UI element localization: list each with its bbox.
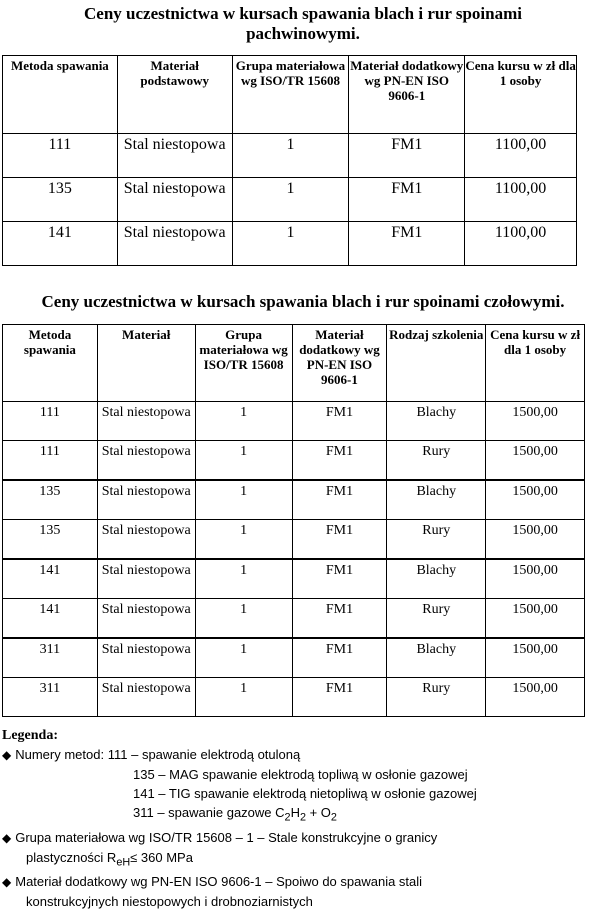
material-cell: Stal niestopowa	[97, 559, 195, 599]
table-header-row	[3, 56, 577, 134]
column-header: Materiał podstawowy	[117, 56, 232, 134]
price-cell: 1500,00	[486, 441, 585, 481]
training-type-cell: Blachy	[387, 638, 486, 678]
filler-cell: FM1	[292, 520, 387, 560]
fillet-title-line2: pachwinowymi.	[246, 24, 360, 43]
method-cell: 135	[3, 480, 98, 520]
material-cell: Stal niestopowa	[97, 402, 195, 441]
material-cell: Stal niestopowa	[97, 678, 195, 717]
legend-group-line1: Grupa materiałowa wg ISO/TR 15608 – 1 – Stale konstrukcyjne o granicy	[15, 829, 438, 845]
group-cell: 1	[195, 638, 292, 678]
column-header: Rodzaj szkolenia	[387, 325, 486, 402]
group-cell: 1	[195, 678, 292, 717]
diamond-bullet-icon: ◆	[2, 748, 12, 762]
subscript: 2	[284, 811, 291, 824]
legend-method-311-text: 311 – spawanie gazowe C	[133, 805, 285, 820]
training-type-cell: Rury	[387, 678, 486, 717]
legend-filler	[2, 872, 477, 892]
subscript: eH	[116, 856, 131, 869]
table-row	[3, 178, 577, 222]
legend-group	[2, 828, 477, 848]
price-cell: 1500,00	[486, 480, 585, 520]
fillet-price-table	[2, 55, 577, 266]
table-row	[3, 441, 585, 481]
column-header: Metoda spawania	[3, 56, 118, 134]
column-header: Cena kursu w zł dla 1 osoby	[465, 56, 577, 134]
filler-cell: FM1	[349, 178, 465, 222]
filler-cell: FM1	[349, 222, 465, 266]
material-cell: Stal niestopowa	[97, 520, 195, 560]
method-cell: 311	[3, 678, 98, 717]
column-header: Metoda spawania	[3, 325, 98, 402]
legend-methods-label: Numery metod:	[15, 747, 105, 762]
price-cell: 1100,00	[465, 178, 577, 222]
legend-group-line2	[2, 848, 477, 873]
less-equal-symbol: ≤	[130, 849, 138, 865]
legend-method-311-text: H	[290, 805, 300, 820]
filler-cell: FM1	[292, 599, 387, 639]
material-cell: Stal niestopowa	[97, 599, 195, 639]
column-header: Materiał dodatkowy wg PN-EN ISO 9606-1	[349, 56, 465, 134]
legend-filler-line1: Materiał dodatkowy wg PN-EN ISO 9606-1 – Spoiwo do spawania stali	[15, 874, 423, 890]
group-cell: 1	[195, 402, 292, 441]
legend-method-311	[2, 803, 477, 828]
column-header: Materiał	[97, 325, 195, 402]
table-row	[3, 402, 585, 441]
fillet-title-line1: Ceny uczestnictwa w kursach spawania blach i rur spoinami	[84, 4, 522, 23]
training-type-cell: Blachy	[387, 559, 486, 599]
table-header-row	[3, 325, 585, 402]
butt-title: Ceny uczestnictwa w kursach spawania blach i rur spoinami czołowymi.	[41, 292, 565, 311]
price-cell: 1500,00	[486, 559, 585, 599]
price-cell: 1100,00	[465, 134, 577, 178]
legend-method-311-text: + O	[305, 805, 331, 820]
legend-group-text: plastyczności R	[26, 849, 117, 865]
subscript: 2	[330, 811, 337, 824]
method-cell: 311	[3, 638, 98, 678]
group-cell: 1	[195, 559, 292, 599]
legend-filler-line2: konstrukcyjnych niestopowych i drobnoziarnistych	[26, 894, 313, 910]
method-cell: 135	[3, 520, 98, 560]
legend-method-135: 135 – MAG spawanie elektrodą topliwą w osłonie gazowej	[133, 767, 468, 782]
method-cell: 135	[3, 178, 118, 222]
filler-cell: FM1	[292, 638, 387, 678]
column-header: Materiał dodatkowy wg PN-EN ISO 9606-1	[292, 325, 387, 402]
legend-methods	[2, 745, 477, 765]
legend-method-111: 111 – spawanie elektrodą otuloną	[107, 747, 301, 762]
filler-cell: FM1	[292, 559, 387, 599]
training-type-cell: Blachy	[387, 402, 486, 441]
price-cell: 1500,00	[486, 638, 585, 678]
price-cell: 1500,00	[486, 678, 585, 717]
group-cell: 1	[195, 480, 292, 520]
table-row	[3, 599, 585, 639]
training-type-cell: Rury	[387, 441, 486, 481]
method-cell: 141	[3, 222, 118, 266]
price-cell: 1500,00	[486, 520, 585, 560]
column-header: Grupa materiałowa wg ISO/TR 15608	[195, 325, 292, 402]
group-cell: 1	[195, 441, 292, 481]
legend-group-text: 360 MPa	[137, 849, 193, 865]
table-row	[3, 638, 585, 678]
table-row	[3, 222, 577, 266]
subscript: 2	[299, 811, 306, 824]
table-row	[3, 678, 585, 717]
diamond-bullet-icon: ◆	[2, 875, 12, 890]
price-cell: 1100,00	[465, 222, 577, 266]
group-cell: 1	[232, 134, 349, 178]
fillet-title	[0, 4, 606, 44]
method-cell: 141	[3, 559, 98, 599]
column-header: Cena kursu w zł dla 1 osoby	[486, 325, 585, 402]
group-cell: 1	[232, 178, 349, 222]
group-cell: 1	[232, 222, 349, 266]
filler-cell: FM1	[349, 134, 465, 178]
method-cell: 111	[3, 134, 118, 178]
filler-cell: FM1	[292, 441, 387, 481]
legend	[2, 726, 477, 911]
legend-heading: Legenda:	[2, 728, 58, 743]
group-cell: 1	[195, 520, 292, 560]
method-cell: 111	[3, 402, 98, 441]
material-cell: Stal niestopowa	[117, 222, 232, 266]
filler-cell: FM1	[292, 480, 387, 520]
material-cell: Stal niestopowa	[117, 178, 232, 222]
group-cell: 1	[195, 599, 292, 639]
price-cell: 1500,00	[486, 402, 585, 441]
method-cell: 141	[3, 599, 98, 639]
material-cell: Stal niestopowa	[97, 480, 195, 520]
filler-cell: FM1	[292, 402, 387, 441]
material-cell: Stal niestopowa	[117, 134, 232, 178]
method-cell: 111	[3, 441, 98, 481]
butt-price-table	[2, 324, 585, 717]
table-row	[3, 134, 577, 178]
table-row	[3, 480, 585, 520]
filler-cell: FM1	[292, 678, 387, 717]
table-row	[3, 559, 585, 599]
training-type-cell: Rury	[387, 520, 486, 560]
price-cell: 1500,00	[486, 599, 585, 639]
training-type-cell: Blachy	[387, 480, 486, 520]
legend-method-141: 141 – TIG spawanie elektrodą nietopliwą w osłonie gazowej	[133, 786, 477, 801]
column-header: Grupa materiałowa wg ISO/TR 15608	[232, 56, 349, 134]
training-type-cell: Rury	[387, 599, 486, 639]
material-cell: Stal niestopowa	[97, 638, 195, 678]
table-row	[3, 520, 585, 560]
diamond-bullet-icon: ◆	[2, 830, 12, 845]
material-cell: Stal niestopowa	[97, 441, 195, 481]
